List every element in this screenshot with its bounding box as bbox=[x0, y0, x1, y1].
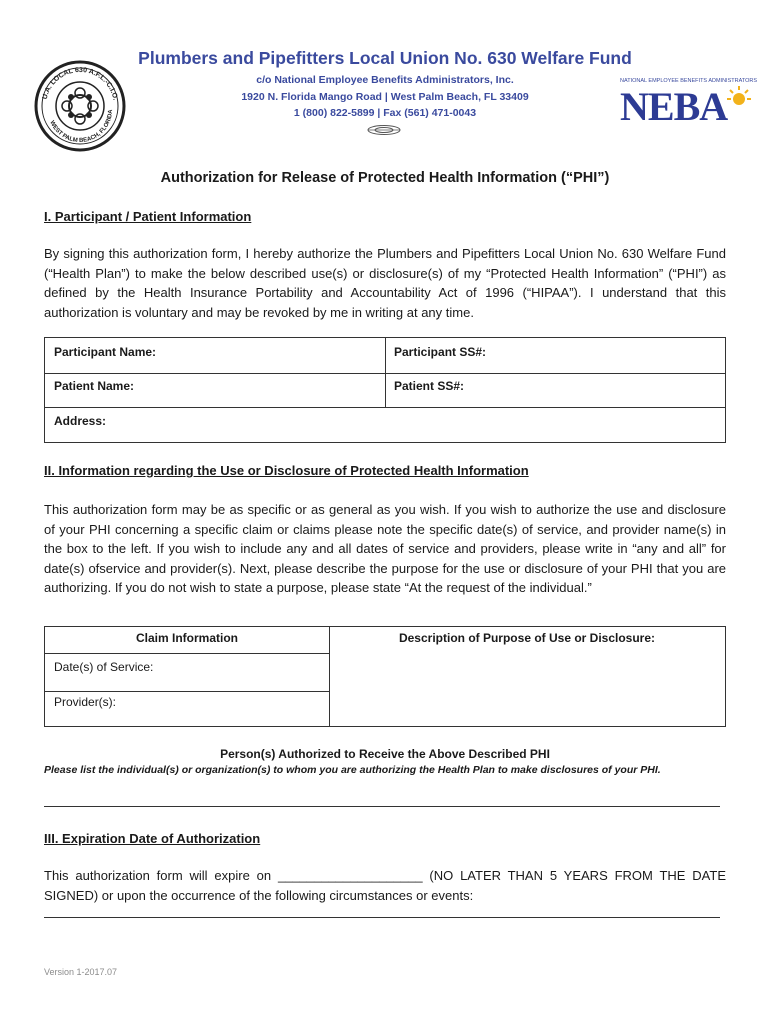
section-3-heading: III. Expiration Date of Authorization bbox=[44, 831, 261, 846]
address-line-2: 1920 N. Florida Mango Road | West Palm Beach, FL 33409 bbox=[241, 91, 529, 103]
section-1-paragraph: By signing this authorization form, I hereby authorize the Plumbers and Pipefitters Local Union No. 630 Welfare Fund (“Health Plan”) to make the below described use(s) or disclosure(s) of my “Protected Health Information” (“PHI”) as defined by the Health Insurance Portability and Accountability Act of 1996 (“HIPAA”). I understand that this authorization is voluntary and may be revoked by me in writing at any time. bbox=[44, 246, 726, 320]
participant-ss-field[interactable]: Participant SS#: bbox=[394, 345, 487, 359]
sun-icon bbox=[726, 84, 752, 110]
section-3-paragraph: This authorization form will expire on ____________________ (NO LATER THAN 5 YEARS FROM THE DATE SIGNED) or upon the occurrence of the following circumstances or events: bbox=[44, 868, 726, 903]
purpose-description-field[interactable]: Description of Purpose of Use or Disclosure: bbox=[398, 631, 656, 645]
dates-of-service-field[interactable]: Date(s) of Service: bbox=[54, 660, 154, 674]
claim-info-header: Claim Information bbox=[135, 631, 238, 645]
ornament-divider-icon bbox=[366, 124, 402, 136]
participant-name-field[interactable]: Participant Name: bbox=[54, 345, 157, 359]
neba-logo-wordmark: NEBA bbox=[620, 84, 728, 129]
participant-info-table bbox=[44, 337, 726, 443]
svg-text:WEST PALM BEACH, FLORIDA: WEST PALM BEACH, FLORIDA bbox=[48, 109, 115, 145]
section-2-paragraph: This authorization form may be as specific or as general as you wish. If you wish to authorize the use and disclosure of your PHI concerning a specific claim or claims please note the specific date(s) of service, and provider name(s) in the box to the left. If you wish to include any and all dates of service and providers, please write in “any and all” for date(s) ofservice and provider(s). Next, please describe the purpose for the use or disclosure of your PHI that you are authorizing. If you do not wish to state a purpose, please state “At the request of the individual.” bbox=[44, 502, 726, 595]
section-1-heading: I. Participant / Patient Information bbox=[44, 209, 252, 224]
address-line-1: c/o National Employee Benefits Administrators, Inc. bbox=[256, 74, 514, 86]
svg-text:U.A. LOCAL 630 A.F.L.-C.I.O.: U.A. LOCAL 630 A.F.L.-C.I.O. bbox=[41, 66, 119, 101]
version-footer: Version 1-2017.07 bbox=[44, 967, 118, 977]
persons-authorized-note: Please list the individual(s) or organization(s) to whom you are authorizing the Health Plan to make disclosures of your PHI. bbox=[44, 764, 661, 776]
section-2-heading: II. Information regarding the Use or Disclosure of Protected Health Information bbox=[44, 463, 529, 478]
persons-authorized-heading: Person(s) Authorized to Receive the Above Described PHI bbox=[220, 747, 550, 761]
patient-name-field[interactable]: Patient Name: bbox=[54, 379, 135, 393]
circumstances-line[interactable] bbox=[44, 917, 720, 918]
neba-logo-tagline: NATIONAL EMPLOYEE BENEFITS ADMINISTRATORS bbox=[620, 78, 758, 84]
patient-ss-field[interactable]: Patient SS#: bbox=[394, 379, 465, 393]
providers-field[interactable]: Provider(s): bbox=[54, 695, 117, 709]
phone-fax-line: 1 (800) 822-5899 | Fax (561) 471-0043 bbox=[293, 107, 477, 119]
neba-logo bbox=[620, 78, 758, 138]
document-title: Authorization for Release of Protected Health Information (“PHI”) bbox=[160, 170, 610, 186]
org-title: Plumbers and Pipefitters Local Union No. 630 Welfare Fund bbox=[138, 48, 632, 68]
address-field[interactable]: Address: bbox=[54, 414, 107, 428]
persons-authorized-line[interactable] bbox=[44, 806, 720, 807]
claim-info-table bbox=[44, 626, 726, 727]
